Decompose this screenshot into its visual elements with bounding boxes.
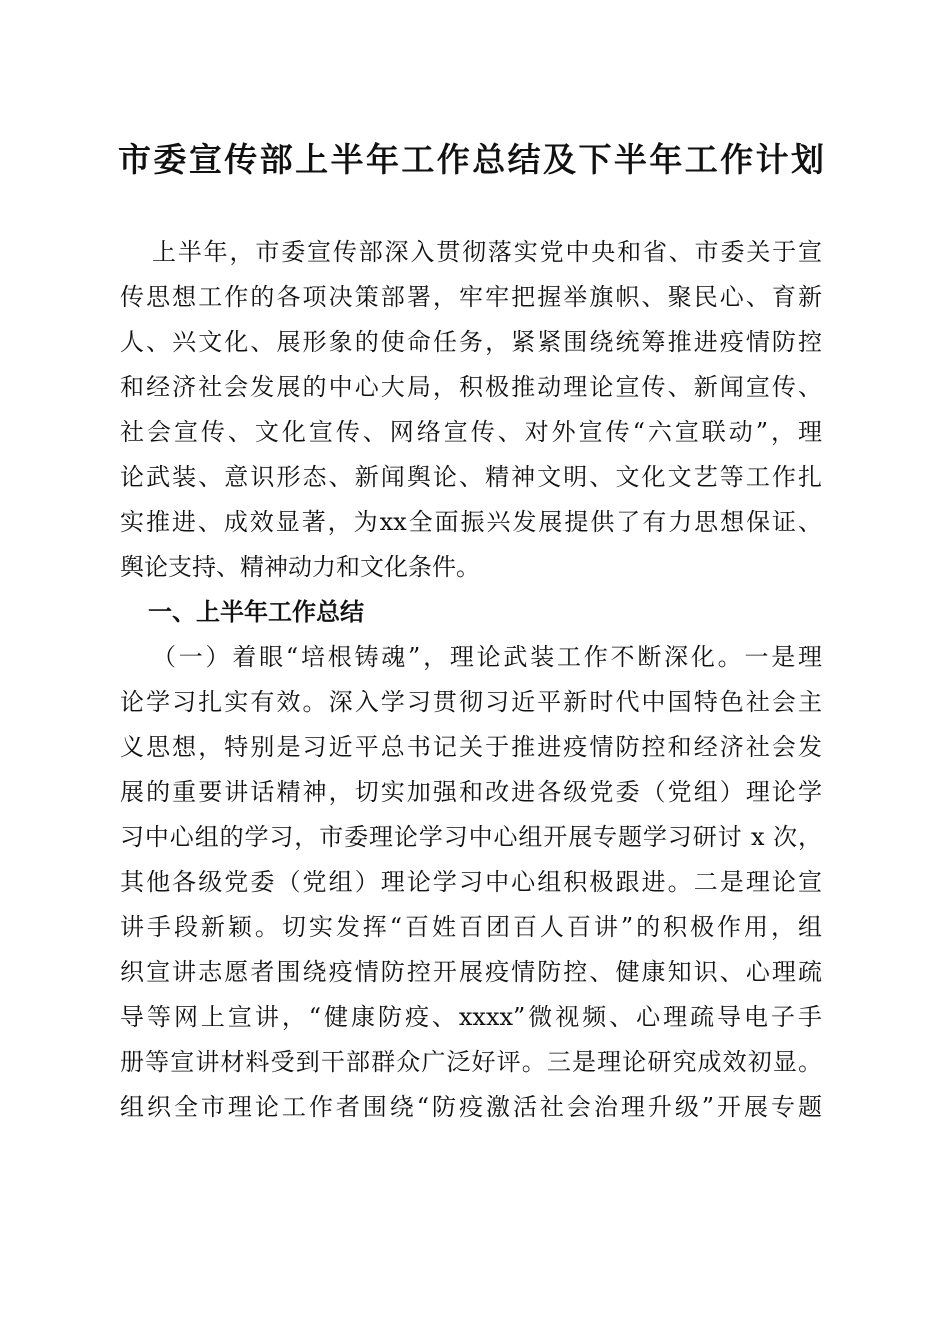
text-line: 论学习扎实有效。深入学习贯彻习近平新时代中国特色社会主 [120,688,822,716]
text-line: 论武装、意识形态、新闻舆论、精神文明、文化文艺等工作扎 [120,463,822,491]
section-heading: 一、上半年工作总结 [148,598,364,626]
text-line: 和经济社会发展的中心大局，积极推动理论宣传、新闻宣传、 [120,373,822,401]
text-line: 传思想工作的各项决策部署，牢牢把握举旗帜、聚民心、育新 [120,283,822,311]
text-line: 组织全市理论工作者围绕“防疫激活社会治理升级”开展专题 [120,1093,822,1121]
text-line: 导等网上宣讲，“健康防疫、xxxx”微视频、心理疏导电子手 [120,1003,822,1031]
text-line: 社会宣传、文化宣传、网络宣传、对外宣传“六宣联动”，理 [120,418,822,446]
text-line: 舆论支持、精神动力和文化条件。 [120,553,480,581]
text-line: 其他各级党委（党组）理论学习中心组积极跟进。二是理论宣 [120,868,822,896]
text-line: 实推进、成效显著，为xx全面振兴发展提供了有力思想保证、 [120,508,822,536]
document-title: 市委宣传部上半年工作总结及下半年工作计划 [118,140,824,179]
text-line: 上半年，市委宣传部深入贯彻落实党中央和省、市委关于宣 [152,238,822,266]
text-line: 册等宣讲材料受到干部群众广泛好评。三是理论研究成效初显。 [120,1048,822,1076]
text-line: 习中心组的学习，市委理论学习中心组开展专题学习研讨 x 次， [120,823,822,851]
text-line [152,635,822,680]
text-line: 讲手段新颖。切实发挥“百姓百团百人百讲”的积极作用，组 [120,913,822,941]
text-segment: 一是理 [744,643,822,671]
subsection-title: （一）着眼“培根铸魂”，理论武装工作不断深化。 [152,643,745,671]
text-line: 织宣讲志愿者围绕疫情防控开展疫情防控、健康知识、心理疏 [120,958,822,986]
text-line: 展的重要讲话精神，切实加强和改进各级党委（党组）理论学 [120,778,822,806]
text-line: 人、兴文化、展形象的使命任务，紧紧围绕统筹推进疫情防控 [120,328,822,356]
text-line: 义思想，特别是习近平总书记关于推进疫情防控和经济社会发 [120,733,822,761]
